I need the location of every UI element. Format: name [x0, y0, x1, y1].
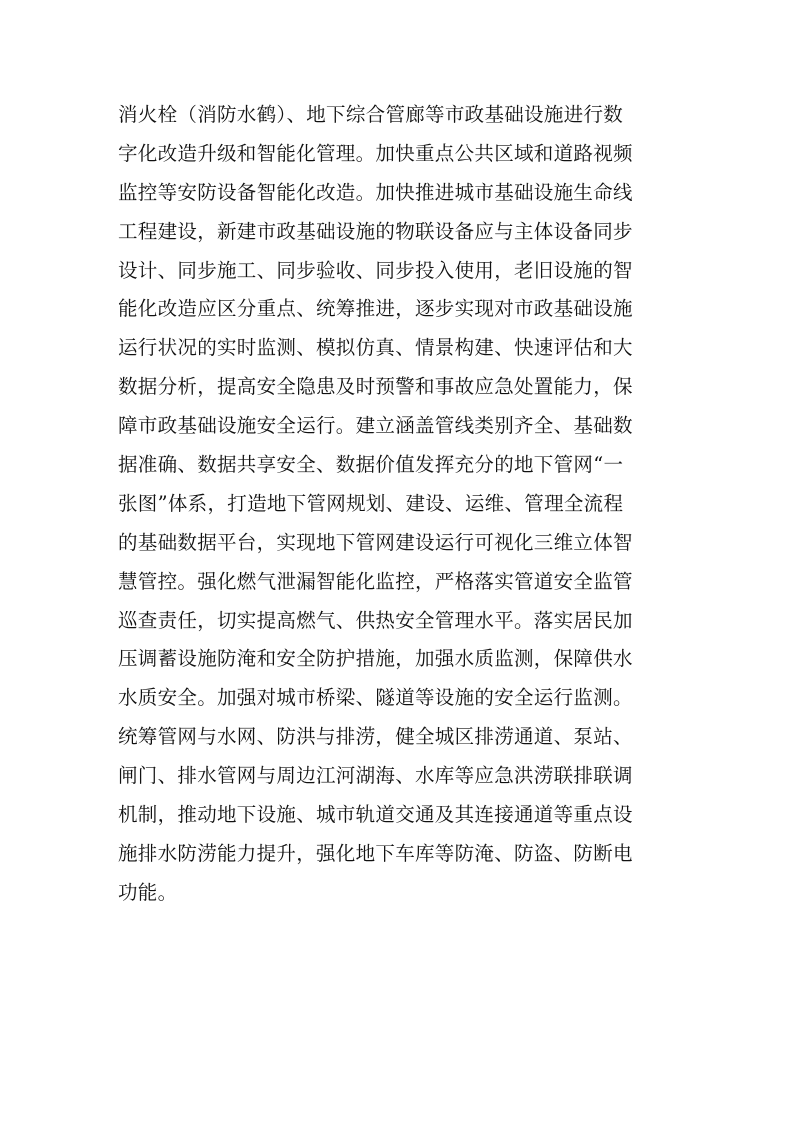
text-line: 统筹管网与水网、防洪与排涝，健全城区排涝通道、泵站、: [118, 725, 633, 749]
text-line: 压调蓄设施防淹和安全防护措施，加强水质监测，保障供水: [118, 647, 633, 671]
text-line: 能化改造应区分重点、统筹推进，逐步实现对市政基础设施: [118, 297, 633, 321]
text-line: 监控等安防设备智能化改造。加快推进城市基础设施生命线: [118, 180, 633, 204]
text-line: 的基础数据平台，实现地下管网建设运行可视化三维立体智: [118, 530, 633, 554]
text-line: 字化改造升级和智能化管理。加快重点公共区域和道路视频: [118, 141, 633, 165]
text-line: 运行状况的实时监测、模拟仿真、情景构建、快速评估和大: [118, 336, 633, 360]
text-line: 施排水防涝能力提升，强化地下车库等防淹、防盗、防断电: [118, 841, 633, 865]
text-line: 功能。: [118, 880, 178, 904]
body-paragraph: [118, 96, 678, 913]
text-line: 巡查责任，切实提高燃气、供热安全管理水平。落实居民加: [118, 608, 633, 632]
text-line: 设计、同步施工、同步验收、同步投入使用，老旧设施的智: [118, 258, 633, 282]
text-line: 闸门、排水管网与周边江河湖海、水库等应急洪涝联排联调: [118, 764, 633, 788]
text-line: 数据分析，提高安全隐患及时预警和事故应急处置能力，保: [118, 375, 633, 399]
text-line: 张图”体系，打造地下管网规划、建设、运维、管理全流程: [118, 491, 624, 515]
text-line: 水质安全。加强对城市桥梁、隧道等设施的安全运行监测。: [118, 686, 633, 710]
text-line: 工程建设，新建市政基础设施的物联设备应与主体设备同步: [118, 219, 633, 243]
text-line: 障市政基础设施安全运行。建立涵盖管线类别齐全、基础数: [118, 414, 633, 438]
text-line: 机制，推动地下设施、城市轨道交通及其连接通道等重点设: [118, 803, 633, 827]
text-line: 据准确、数据共享安全、数据价值发挥充分的地下管网“一: [118, 453, 624, 477]
text-line: 消火栓（消防水鹤）、地下综合管廊等市政基础设施进行数: [118, 103, 624, 126]
text-line: 慧管控。强化燃气泄漏智能化监控，严格落实管道安全监管: [118, 569, 633, 593]
